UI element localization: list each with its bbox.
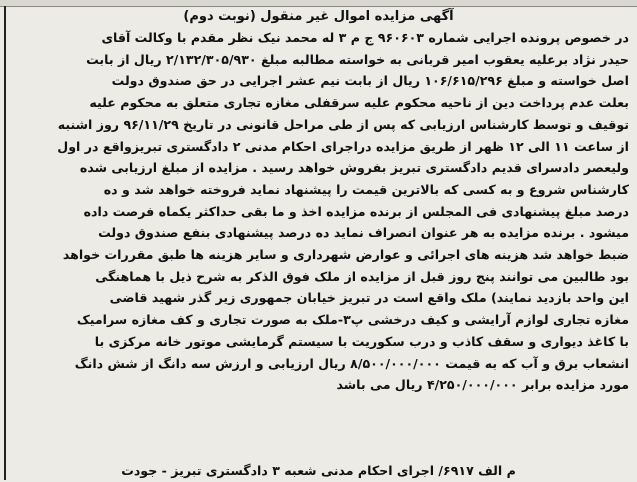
body-line: توقیف و توسط کارشناس ارزیابی که پس از طی مراحل قانونی در تاریخ ۹۶/۱۱/۲۹ روز اشنبه xyxy=(57,116,629,132)
body-line: این واحد بازدید نمایند) ملک واقع است در تبریز خیابان جمهوری زیر گذر شهید قاضی xyxy=(109,290,629,306)
body-line: درصد مبلغ پیشنهادی فی المجلس از برنده مزایده اخذ و ما بقی حداکثر یکماه فرصت داده xyxy=(83,203,629,219)
notice-title: آگهی مزایده اموال غیر منقول (نوبت دوم) xyxy=(183,9,454,24)
body-line: حیدر نژاد برعلیه یعقوب امیر قربانی به خواسته مطالبه مبلغ ۲/۱۳۲/۳۰۵/۹۳۰ ریال از بابت xyxy=(86,51,629,67)
body-line: مورد مزایده برابر ۴/۲۵۰/۰۰۰/۰۰۰ ریال می باشد xyxy=(336,377,629,393)
body-line: کارشناس شروع و به کسی که بالاترین قیمت را پیشنهاد نماید فروخته خواهد شد و ده xyxy=(103,181,629,197)
body-line: مغازه تجاری لوازم آرایشی و کیف درخشی پ۳-ملک به صورت تجاری و کف مغازه سرامیک xyxy=(76,312,629,328)
body-line: میشود . برنده مزایده به هر عنوان انصراف نماید ده درصد پیشنهادی بنفع صندوق دولت xyxy=(98,225,629,241)
body-line: بعلت عدم پرداخت دین از ناحیه محکوم علیه سرقفلی مغازه تجاری متعلق به محکوم علیه xyxy=(89,95,629,111)
notice-signature: م الف ۶۹۱۷/ اجرای احکام مدنی شعبه ۳ دادگستری تبریز - جودت xyxy=(121,463,516,478)
body-line: بود طالبین می توانند پنج روز قبل از مزایده از ملک فوق الذکر به شرح ذیل با هماهنگی xyxy=(95,268,629,284)
body-line: ولیعصر دادسرای قدیم دادگستری تبریز بفروش خواهد رسید . مزایده از مبلغ ارزیابی شده xyxy=(79,160,629,176)
body-line: با کاغذ دیواری و سقف کاذب و درب سکوریت با سیستم گرمایشی موتور خانه مرکزی با xyxy=(94,333,629,349)
notice-body xyxy=(8,27,629,396)
body-line: ضبط خواهد شد هزینه های اجرائی و عوارض شهرداری و سایر هزینه ها طبق مقررات خواهد xyxy=(62,247,629,263)
body-line: در خصوص پرونده اجرایی شماره ۹۶۰۶۰۳ ج م ۳ له محمد نیک نظر مقدم با وکالت آقای xyxy=(101,30,629,45)
body-line: از ساعت ۱۱ الی ۱۲ ظهر از طریق مزایده دراجرای احکام مدنی ۲ دادگستری تبریزواقع در اول xyxy=(57,138,629,154)
body-line: انشعاب برق و آب که به قیمت ۸/۵۰۰/۰۰۰/۰۰۰ ریال ارزیابی و ارزش سه دانگ از شش دانگ xyxy=(74,355,629,371)
body-line: اصل خواسته و مبلغ ۱۰۶/۶۱۵/۲۹۶ ریال از بابت نیم عشر اجرایی در حق صندوق دولت xyxy=(111,73,629,89)
